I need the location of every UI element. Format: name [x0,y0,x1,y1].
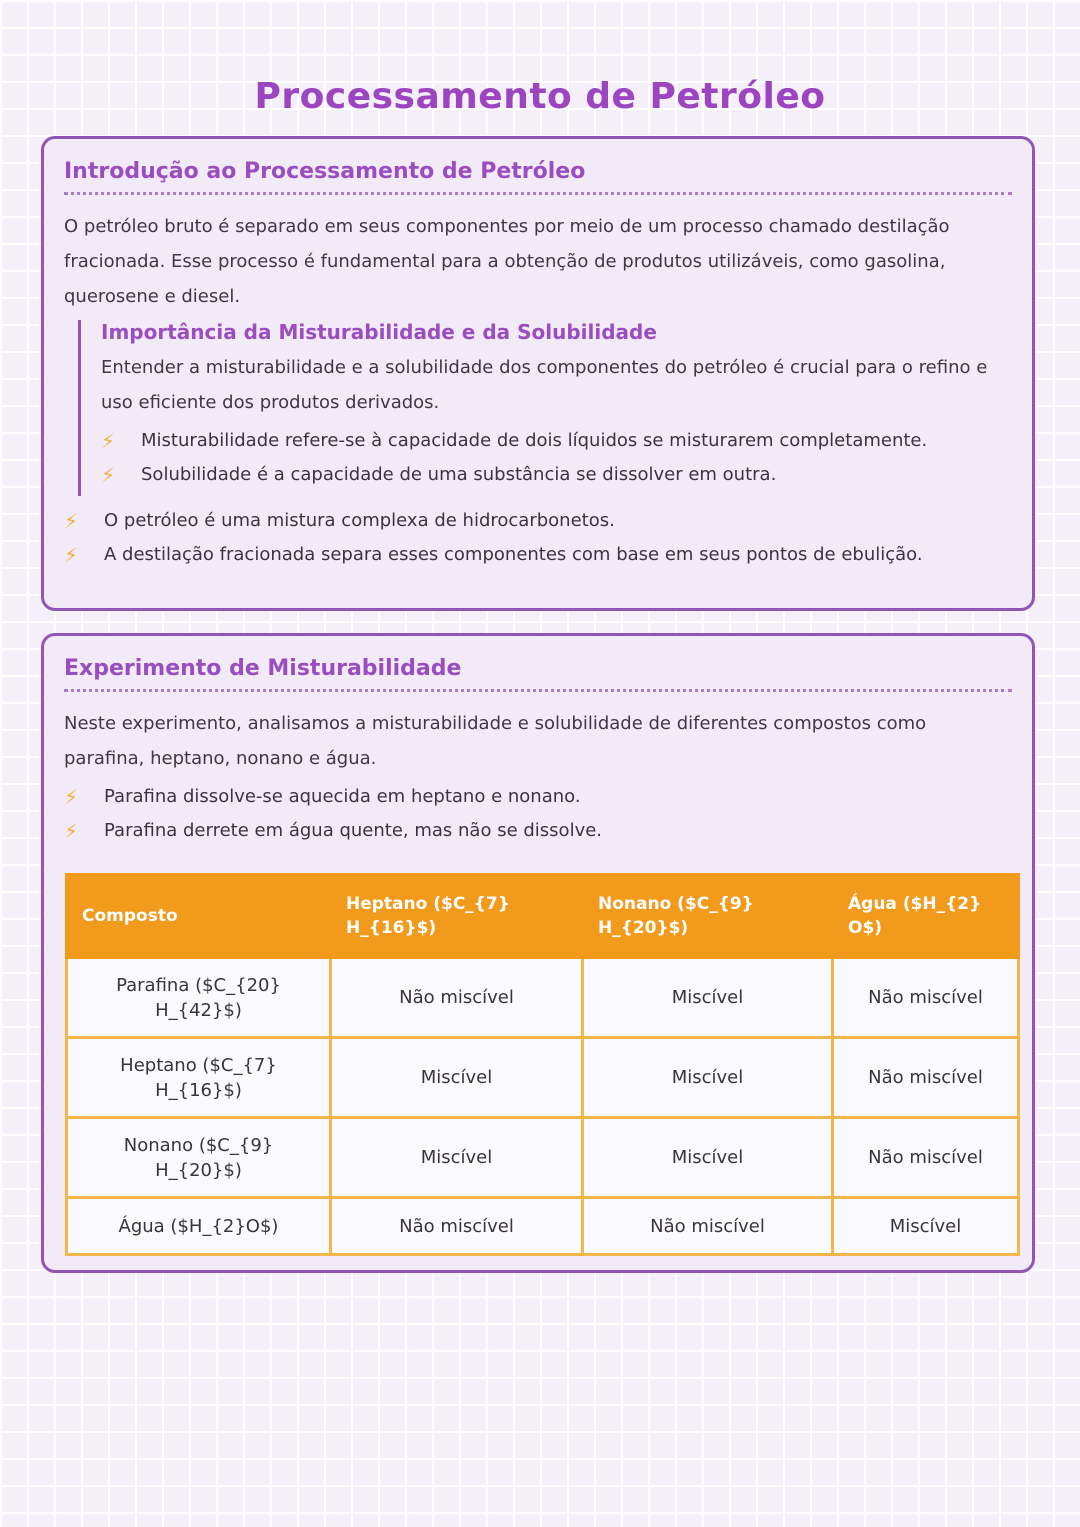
lightning-bolt-icon: ⚡ [64,543,79,567]
page-title: Processamento de Petróleo [254,76,826,118]
miscibility-table [65,873,1020,1256]
table-cell: Miscível [833,1198,1019,1255]
table-cell: Miscível [583,1038,833,1118]
table-cell: Miscível [583,958,833,1038]
table-header-cell: Água ($H_{2} O$) [833,875,1019,958]
table-row [67,1118,1019,1198]
experiment-card [41,633,1035,1273]
list-item [64,780,1012,814]
table-cell: Não miscível [583,1198,833,1255]
list-item [64,814,1012,848]
list-item [64,538,1012,572]
list-item [64,504,1012,538]
lightning-bolt-icon: ⚡ [64,785,79,809]
table-row [67,1038,1019,1118]
importance-paragraph: Entender a misturabilidade e a solubilidade dos componentes do petróleo é crucial para o refino e uso eficiente dos produtos derivados. [101,357,988,413]
table-cell: Miscível [583,1118,833,1198]
table-cell: Não miscível [833,1038,1019,1118]
bullet-text: Misturabilidade refere-se à capacidade de dois líquidos se misturarem completamente. [141,430,928,451]
table-cell: Não miscível [833,1118,1019,1198]
table-cell: Parafina ($C_{20} H_{42}$) [67,958,331,1038]
bullet-text: Parafina derrete em água quente, mas não se dissolve. [104,820,603,841]
lightning-bolt-icon: ⚡ [64,819,79,843]
table-header-row [67,875,1019,958]
lightning-bolt-icon: ⚡ [101,463,116,487]
table-cell: Miscível [331,1118,583,1198]
table-cell: Não miscível [331,958,583,1038]
intro-paragraph: O petróleo bruto é separado em seus componentes por meio de um processo chamado destilação fracionada. Esse processo é fundamental para a obtenção de produtos utilizáveis, como gasolina, querosene e diesel. [64,216,950,307]
table-row [67,958,1019,1038]
bullet-text: Parafina dissolve-se aquecida em heptano e nonano. [104,786,581,807]
intro-heading: Introdução ao Processamento de Petróleo [64,159,1012,195]
lightning-bolt-icon: ⚡ [64,509,79,533]
lightning-bolt-icon: ⚡ [101,429,116,453]
importance-bullet-list [101,424,1012,492]
list-item [101,458,1012,492]
table-header-cell: Nonano ($C_{9} H_{20}$) [583,875,833,958]
bullet-text: A destilação fracionada separa esses componentes com base em seus pontos de ebulição. [104,544,923,565]
experiment-paragraph: Neste experimento, analisamos a misturabilidade e solubilidade de diferentes compostos como parafina, heptano, nonano e água. [64,713,927,769]
experiment-bullet-list [64,780,1012,848]
table-header-cell: Heptano ($C_{7} H_{16}$) [331,875,583,958]
table-cell: Não miscível [331,1198,583,1255]
table-row [67,1198,1019,1255]
intro-card [41,136,1035,611]
table-cell: Nonano ($C_{9} H_{20}$) [67,1118,331,1198]
experiment-heading: Experimento de Misturabilidade [64,656,1012,692]
table-cell: Água ($H_{2}O$) [67,1198,331,1255]
importance-heading: Importância da Misturabilidade e da Solubilidade [101,320,657,344]
list-item [101,424,1012,458]
importance-subsection [78,320,1012,496]
table-header-cell: Composto [67,875,331,958]
bullet-text: Solubilidade é a capacidade de uma substância se dissolver em outra. [141,464,777,485]
table-cell: Não miscível [833,958,1019,1038]
intro-bullet-list [64,504,1012,572]
bullet-text: O petróleo é uma mistura complexa de hidrocarbonetos. [104,510,615,531]
table-cell: Miscível [331,1038,583,1118]
table-cell: Heptano ($C_{7} H_{16}$) [67,1038,331,1118]
